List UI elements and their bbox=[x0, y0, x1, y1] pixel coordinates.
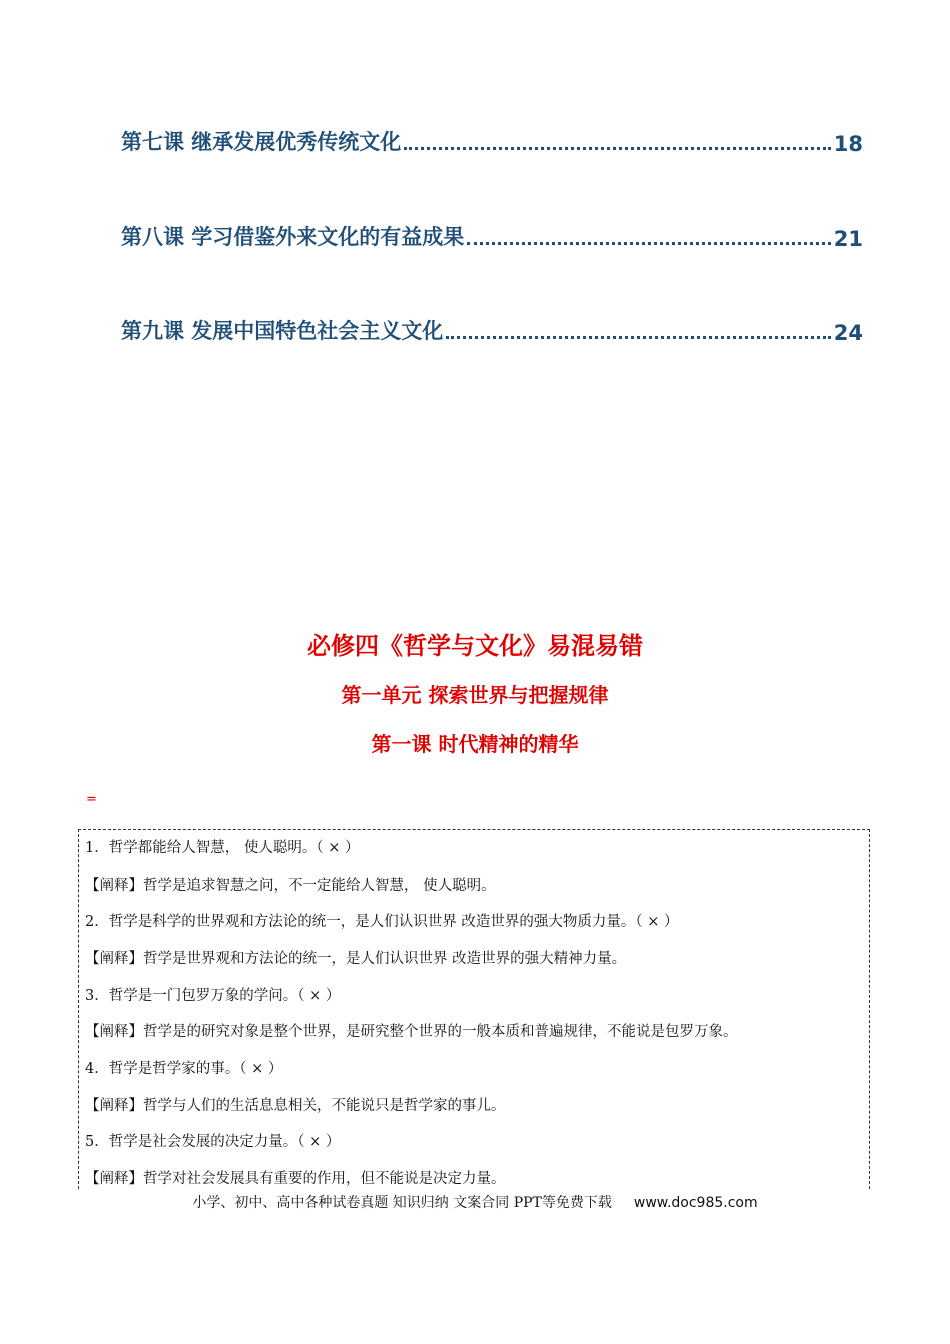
toc-leader-dots bbox=[404, 147, 830, 150]
explanation-item: 【阐释】哲学是的研究对象是整个世界，是研究整个世界的一般本质和普遍规律，不能说是包罗万象。 bbox=[85, 1024, 738, 1040]
toc-label: 第八课 学习借鉴外来文化的有益成果 bbox=[121, 225, 465, 249]
toc-page-number: 21 bbox=[833, 227, 863, 251]
question-item: 4．哲学是哲学家的事。（ × ） bbox=[85, 1061, 283, 1077]
page-footer bbox=[0, 1192, 950, 1212]
footer-url[interactable]: www.doc985.com bbox=[633, 1195, 758, 1211]
question-item: 3．哲学是一门包罗万象的学问。（ × ） bbox=[85, 988, 341, 1004]
toc-label: 第七课 继承发展优秀传统文化 bbox=[121, 130, 402, 154]
unit-heading: 第一单元 探索世界与把握规律 bbox=[341, 683, 609, 707]
explanation-item: 【阐释】哲学与人们的生活息息相关，不能说只是哲学家的事儿。 bbox=[85, 1098, 506, 1114]
document-title: 必修四《哲学与文化》易混易错 bbox=[307, 632, 643, 660]
question-item: 1．哲学都能给人智慧， 使人聪明。（ × ） bbox=[85, 840, 360, 856]
toc-leader-dots bbox=[467, 242, 830, 245]
toc-page-number: 18 bbox=[833, 132, 863, 156]
question-item: 2．哲学是科学的世界观和方法论的统一，是人们认识世界 改造世界的强大物质力量。（ × ） bbox=[85, 914, 679, 930]
red-mark: = bbox=[86, 792, 97, 807]
toc-item-8[interactable] bbox=[121, 215, 863, 251]
question-item: 5．哲学是社会发展的决定力量。（ × ） bbox=[85, 1134, 341, 1150]
toc-item-7[interactable] bbox=[121, 120, 863, 156]
toc-leader-dots bbox=[446, 336, 830, 339]
content-box bbox=[78, 829, 870, 1189]
footer-text: 小学、初中、高中各种试卷真题 知识归纳 文案合同 PPT等免费下载 bbox=[192, 1195, 612, 1211]
toc-page-number: 24 bbox=[833, 321, 863, 345]
toc-label: 第九课 发展中国特色社会主义文化 bbox=[121, 319, 444, 343]
explanation-item: 【阐释】哲学对社会发展具有重要的作用，但不能说是决定力量。 bbox=[85, 1171, 506, 1187]
explanation-item: 【阐释】哲学是世界观和方法论的统一，是人们认识世界 改造世界的强大精神力量。 bbox=[85, 951, 627, 967]
explanation-item: 【阐释】哲学是追求智慧之问，不一定能给人智慧， 使人聪明。 bbox=[85, 878, 496, 894]
lesson-heading: 第一课 时代精神的精华 bbox=[371, 732, 579, 756]
toc-item-9[interactable] bbox=[121, 309, 863, 345]
